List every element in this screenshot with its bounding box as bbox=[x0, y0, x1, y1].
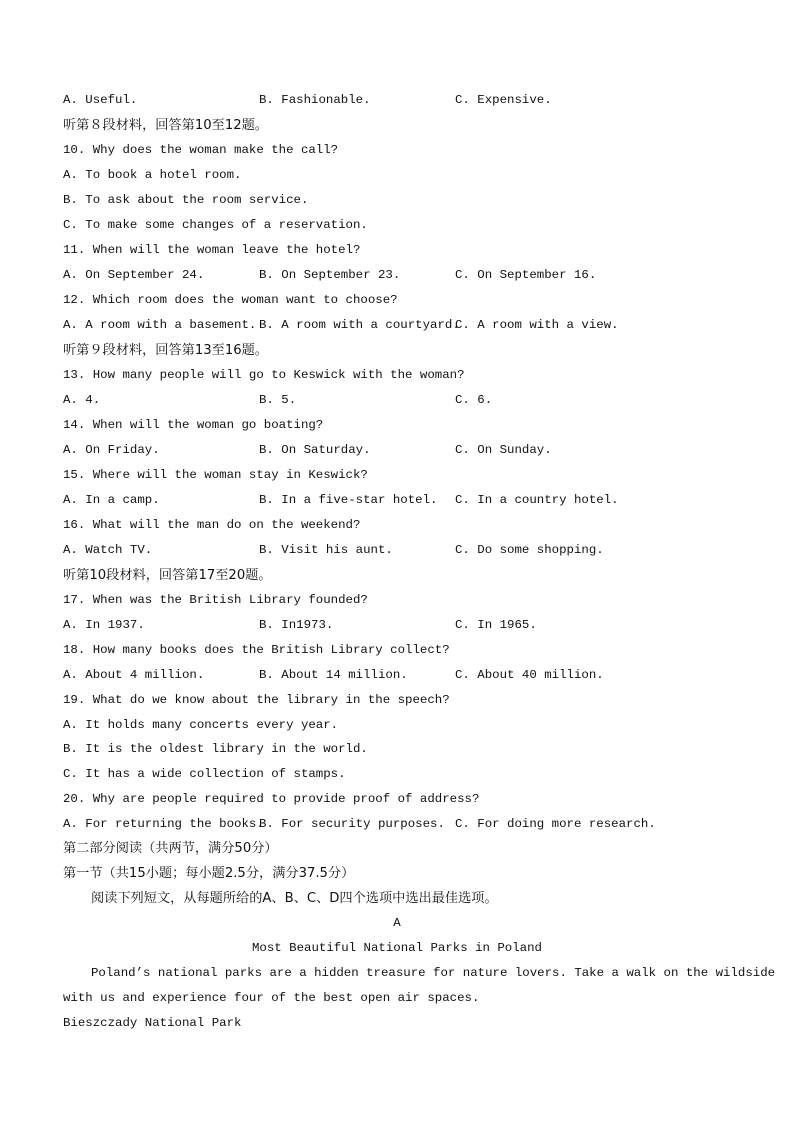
q12-option-b: B. A room with a courtyard. bbox=[259, 318, 460, 332]
q11-option-c: C. On September 16. bbox=[455, 268, 597, 282]
q17-option-b: B. In1973. bbox=[259, 618, 334, 632]
q20-option-a: A. For returning the books. bbox=[63, 817, 264, 831]
q19-stem: 19. What do we know about the library in the speech? bbox=[63, 693, 450, 707]
q10-option-c: C. To make some changes of a reservation. bbox=[63, 218, 368, 232]
q20-stem: 20. Why are people required to provide proof of address? bbox=[63, 792, 480, 806]
q11-option-b: B. On September 23. bbox=[259, 268, 401, 282]
q16-options bbox=[63, 538, 743, 563]
q17-option-c: C. In 1965. bbox=[455, 618, 537, 632]
q20-options bbox=[63, 812, 743, 837]
passage-letter: A bbox=[393, 916, 401, 930]
q13-options bbox=[63, 388, 743, 413]
q18-option-b: B. About 14 million. bbox=[259, 668, 408, 682]
reading-instruction: 阅读下列短文，从每题所给的A、B、C、D四个选项中选出最佳选项。 bbox=[91, 891, 498, 906]
q19-option-b: B. It is the oldest library in the world. bbox=[63, 742, 368, 756]
q10-option-a: A. To book a hotel room. bbox=[63, 168, 242, 182]
q17-stem: 17. When was the British Library founded? bbox=[63, 593, 368, 607]
q13-option-c: C. 6. bbox=[455, 393, 493, 407]
q19-option-a: A. It holds many concerts every year. bbox=[63, 718, 339, 732]
q9-option-a: A. Useful. bbox=[63, 93, 138, 107]
passage-paragraph-line-2: with us and experience four of the best open air spaces. bbox=[63, 991, 480, 1005]
q14-options bbox=[63, 438, 743, 463]
q18-option-a: A. About 4 million. bbox=[63, 668, 205, 682]
q16-option-c: C. Do some shopping. bbox=[455, 543, 604, 557]
q18-options bbox=[63, 663, 743, 688]
q20-option-c: C. For doing more research. bbox=[455, 817, 656, 831]
q14-option-a: A. On Friday. bbox=[63, 443, 160, 457]
passage-title: Most Beautiful National Parks in Poland bbox=[252, 941, 542, 955]
q9-options bbox=[63, 88, 743, 113]
part-2-heading: 第二部分阅读（共两节，满分50分） bbox=[63, 841, 278, 856]
section-8-heading: 听第８段材料，回答第10至12题。 bbox=[63, 118, 268, 133]
q12-stem: 12. Which room does the woman want to choose? bbox=[63, 293, 398, 307]
q13-stem: 13. How many people will go to Keswick with the woman? bbox=[63, 368, 465, 382]
q15-option-b: B. In a five-star hotel. bbox=[259, 493, 438, 507]
q15-option-c: C. In a country hotel. bbox=[455, 493, 619, 507]
q15-options bbox=[63, 488, 743, 513]
q17-option-a: A. In 1937. bbox=[63, 618, 145, 632]
passage-subheading: Bieszczady National Park bbox=[63, 1016, 242, 1030]
q12-option-a: A. A room with a basement. bbox=[63, 318, 257, 332]
q9-option-c: C. Expensive. bbox=[455, 93, 552, 107]
q18-option-c: C. About 40 million. bbox=[455, 668, 604, 682]
q15-stem: 15. Where will the woman stay in Keswick? bbox=[63, 468, 368, 482]
q16-stem: 16. What will the man do on the weekend? bbox=[63, 518, 361, 532]
section-10-heading: 听第10段材料，回答第17至20题。 bbox=[63, 568, 272, 583]
q11-option-a: A. On September 24. bbox=[63, 268, 205, 282]
q11-options bbox=[63, 263, 743, 288]
q16-option-b: B. Visit his aunt. bbox=[259, 543, 393, 557]
q13-option-a: A. 4. bbox=[63, 393, 101, 407]
q12-option-c: C. A room with a view. bbox=[455, 318, 619, 332]
q10-option-b: B. To ask about the room service. bbox=[63, 193, 309, 207]
q9-option-b: B. Fashionable. bbox=[259, 93, 371, 107]
q11-stem: 11. When will the woman leave the hotel? bbox=[63, 243, 361, 257]
q15-option-a: A. In a camp. bbox=[63, 493, 160, 507]
passage-paragraph-line-1: Poland’s national parks are a hidden treasure for nature lovers. Take a walk on the wildside bbox=[91, 966, 776, 980]
q14-option-c: C. On Sunday. bbox=[455, 443, 552, 457]
q12-options bbox=[63, 313, 743, 338]
q14-option-b: B. On Saturday. bbox=[259, 443, 371, 457]
q16-option-a: A. Watch TV. bbox=[63, 543, 153, 557]
q13-option-b: B. 5. bbox=[259, 393, 297, 407]
q14-stem: 14. When will the woman go boating? bbox=[63, 418, 324, 432]
section-1-heading: 第一节（共15小题；每小题2.5分，满分37.5分） bbox=[63, 866, 355, 881]
q10-stem: 10. Why does the woman make the call? bbox=[63, 143, 339, 157]
q20-option-b: B. For security purposes. bbox=[259, 817, 445, 831]
q19-option-c: C. It has a wide collection of stamps. bbox=[63, 767, 346, 781]
section-9-heading: 听第９段材料，回答第13至16题。 bbox=[63, 343, 268, 358]
q17-options bbox=[63, 613, 743, 638]
q18-stem: 18. How many books does the British Library collect? bbox=[63, 643, 450, 657]
